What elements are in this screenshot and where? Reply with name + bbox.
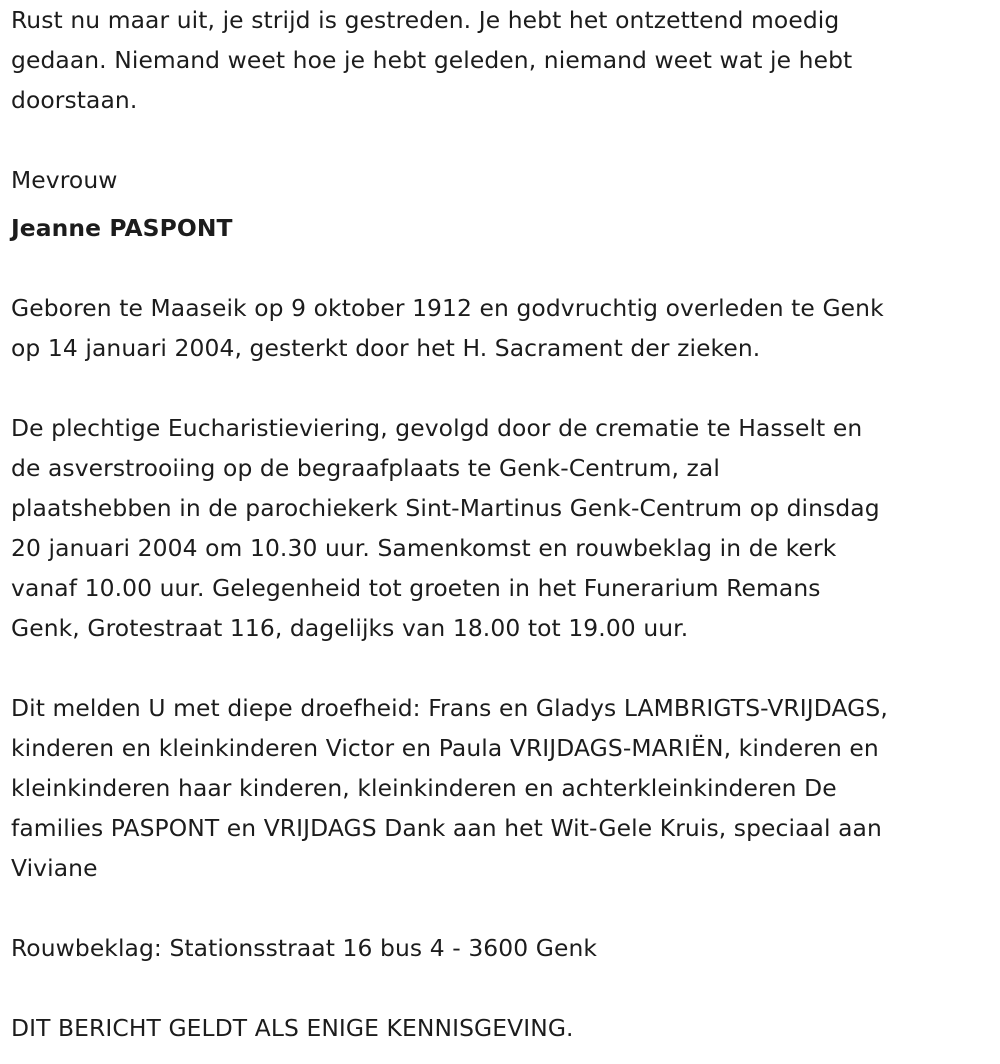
deceased-block bbox=[11, 160, 996, 248]
family-line: Dit melden U met diepe droefheid: Frans en Gladys LAMBRIGTS-VRIJDAGS, bbox=[11, 694, 888, 722]
obituary-document bbox=[11, 0, 996, 1048]
poem-line: Rust nu maar uit, je strijd is gestreden. Je hebt het ontzettend moedig bbox=[11, 6, 840, 34]
ceremony-line: vanaf 10.00 uur. Gelegenheid tot groeten in het Funerarium Remans bbox=[11, 574, 821, 602]
notice-text: DIT BERICHT GELDT ALS ENIGE KENNISGEVING. bbox=[11, 1014, 574, 1042]
family-line: kinderen en kleinkinderen Victor en Paula VRIJDAGS-MARIËN, kinderen en bbox=[11, 734, 879, 762]
ceremony-line: Genk, Grotestraat 116, dagelijks van 18.00 tot 19.00 uur. bbox=[11, 614, 689, 642]
deceased-title: Mevrouw bbox=[11, 166, 118, 194]
ceremony-paragraph bbox=[11, 408, 996, 648]
poem-paragraph bbox=[11, 0, 996, 120]
family-line: families PASPONT en VRIJDAGS Dank aan het Wit-Gele Kruis, speciaal aan bbox=[11, 814, 882, 842]
ceremony-line: 20 januari 2004 om 10.30 uur. Samenkomst en rouwbeklag in de kerk bbox=[11, 534, 837, 562]
ceremony-line: de asverstrooiing op de begraafplaats te Genk-Centrum, zal bbox=[11, 454, 720, 482]
birth-death-line: Geboren te Maaseik op 9 oktober 1912 en godvruchtig overleden te Genk bbox=[11, 294, 884, 322]
paragraph-gap bbox=[11, 968, 996, 1008]
condolences-address: Rouwbeklag: Stationsstraat 16 bus 4 - 3600 Genk bbox=[11, 934, 598, 962]
family-line: Viviane bbox=[11, 854, 98, 882]
poem-line: doorstaan. bbox=[11, 86, 138, 114]
deceased-name: Jeanne PASPONT bbox=[11, 214, 233, 242]
paragraph-gap bbox=[11, 120, 996, 160]
ceremony-line: De plechtige Eucharistieviering, gevolgd door de crematie te Hasselt en bbox=[11, 414, 863, 442]
poem-line: gedaan. Niemand weet hoe je hebt geleden, niemand weet wat je hebt bbox=[11, 46, 853, 74]
family-paragraph bbox=[11, 688, 996, 888]
title-gap bbox=[11, 200, 996, 208]
paragraph-gap bbox=[11, 368, 996, 408]
family-line: kleinkinderen haar kinderen, kleinkinderen en achterkleinkinderen De bbox=[11, 774, 837, 802]
paragraph-gap bbox=[11, 248, 996, 288]
paragraph-gap bbox=[11, 648, 996, 688]
ceremony-line: plaatshebben in de parochiekerk Sint-Martinus Genk-Centrum op dinsdag bbox=[11, 494, 880, 522]
birth-death-paragraph bbox=[11, 288, 996, 368]
paragraph-gap bbox=[11, 888, 996, 928]
birth-death-line: op 14 januari 2004, gesterkt door het H. Sacrament der zieken. bbox=[11, 334, 761, 362]
